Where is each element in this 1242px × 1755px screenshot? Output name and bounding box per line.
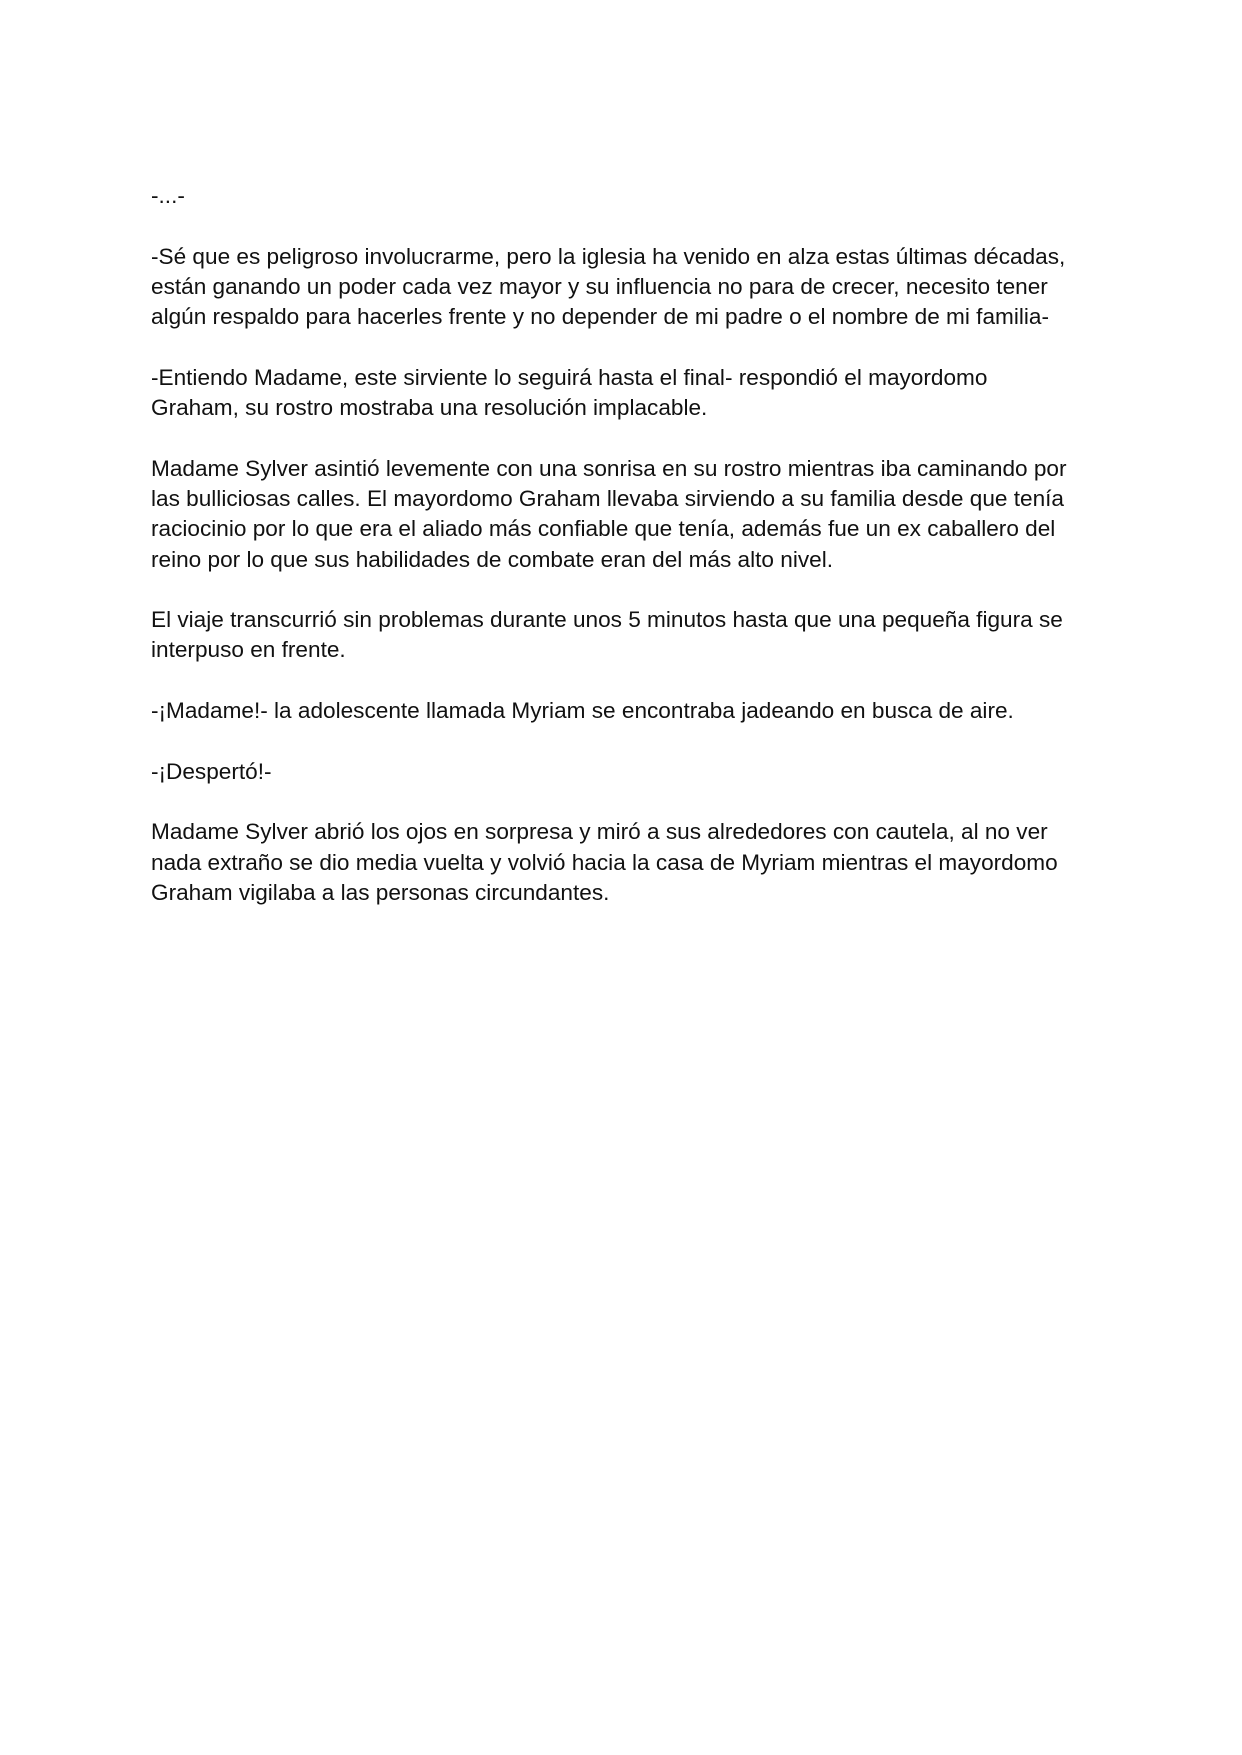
document-body: [151, 181, 1101, 938]
paragraph-dialogue-church: -Sé que es peligroso involucrarme, pero la iglesia ha venido en alza estas últimas décadas, están ganando un poder cada vez mayor y su influencia no para de crecer, necesito tener algún respaldo para hacerles frente y no depender de mi padre o el nombre de mi familia-: [151, 243, 1066, 330]
paragraph-narration-journey: El viaje transcurrió sin problemas durante unos 5 minutos hasta que una pequeña figura se interpuso en frente.: [151, 607, 1063, 663]
paragraph-narration-return: Madame Sylver abrió los ojos en sorpresa y miró a sus alrededores con cautela, al no ver nada extraño se dio media vuelta y volvió hacia la casa de Myriam mientras el mayordomo Graham vigilaba a las personas circundantes.: [151, 819, 1058, 905]
paragraph-ellipsis: -...-: [151, 183, 185, 208]
paragraph-dialogue-myriam: -¡Madame!- la adolescente llamada Myriam se encontraba jadeando en busca de aire.: [151, 698, 1014, 724]
paragraph-dialogue-awake: -¡Despertó!-: [151, 758, 272, 784]
paragraph-narration-walk: Madame Sylver asintió levemente con una sonrisa en su rostro mientras iba caminando por las bulliciosas calles. El mayordomo Graham llevaba sirviendo a su familia desde que tenía raciocinio por lo que era el aliado más confiable que tenía, además fue un ex caballero del reino por lo que sus habilidades de combate eran del más alto nivel.: [151, 455, 1067, 572]
paragraph-dialogue-graham: -Entiendo Madame, este sirviente lo seguirá hasta el final- respondió el mayordomo Graham, su rostro mostraba una resolución implacable.: [151, 364, 988, 421]
